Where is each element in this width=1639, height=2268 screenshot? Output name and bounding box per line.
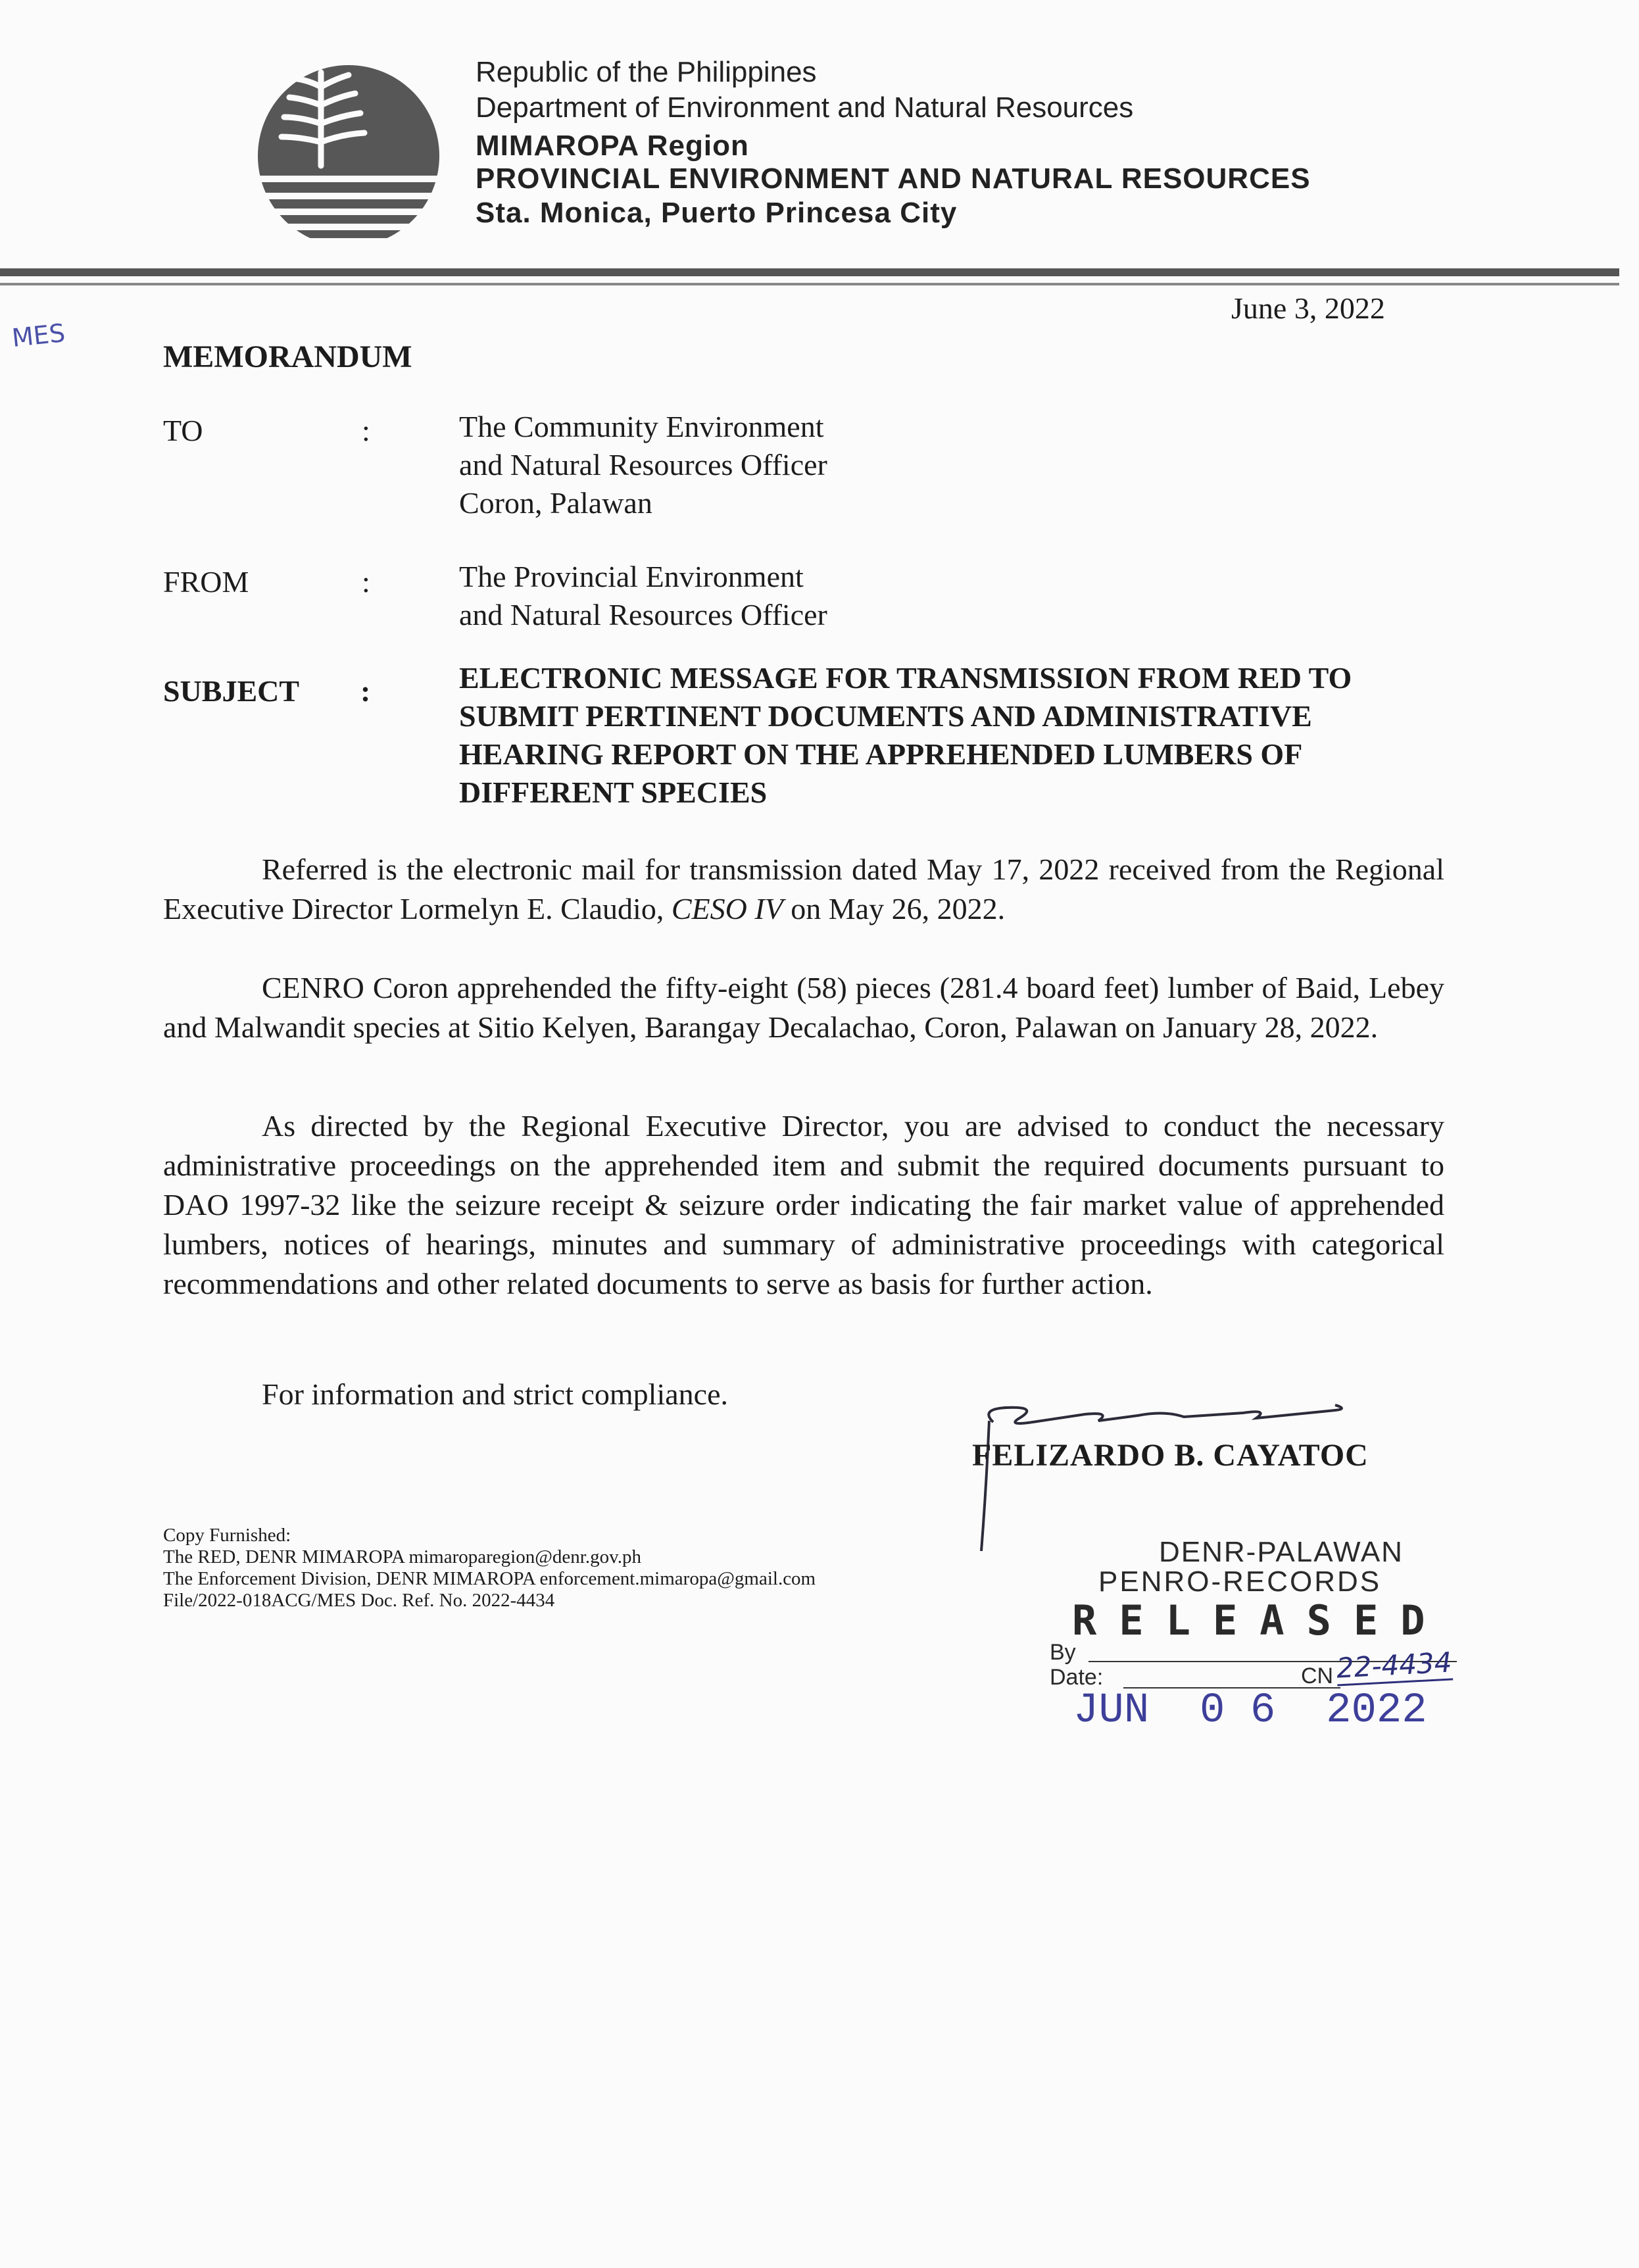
subject-text — [459, 659, 1352, 812]
to-line-2: and Natural Resources Officer — [459, 448, 827, 481]
letterhead-region: MIMAROPA Region — [476, 130, 749, 162]
stamp-date-value: JUN 0 6 2022 — [1073, 1687, 1427, 1735]
paragraph-apprehension: CENRO Coron apprehended the fifty-eight (58) pieces (281.4 board feet) lumber of Baid, Lebey and Malwandit species at Sitio Kelyen, Barangay Decalachao, Coron, Palawan on January 28, 2022. — [163, 971, 1444, 1044]
copy-furnished-heading: Copy Furnished: — [163, 1525, 291, 1546]
denr-logo — [243, 61, 454, 251]
copy-furnished-line-1: The RED, DENR MIMAROPA mimaroparegion@denr.gov.ph — [163, 1546, 641, 1567]
stamp-by-label: By — [1050, 1640, 1076, 1665]
subject-label: SUBJECT — [163, 674, 300, 708]
stamp-cn-label: CN — [1301, 1664, 1334, 1689]
subject-line-1: ELECTRONIC MESSAGE FOR TRANSMISSION FROM RED TO — [459, 661, 1352, 695]
to-label: TO — [163, 414, 203, 447]
memo-title: MEMORANDUM — [163, 339, 412, 374]
letterhead-address: Sta. Monica, Puerto Princesa City — [476, 197, 958, 229]
p1-title: CESO IV — [671, 892, 783, 925]
to-colon: : — [362, 414, 370, 447]
stamp-records: PENRO-RECORDS — [1098, 1565, 1382, 1598]
p1-text: Referred is the electronic mail for transmission dated May 17, 2022 received from the Regional Executive Director Lormelyn E. Claudio, — [163, 852, 1444, 925]
copy-furnished — [163, 1525, 816, 1612]
denr-tree-sun-logo-icon — [243, 61, 454, 251]
letterhead-rule-thin — [0, 283, 1619, 285]
signatory-name: FELIZARDO B. CAYATOC — [972, 1438, 1369, 1473]
subject-line-2: SUBMIT PERTINENT DOCUMENTS AND ADMINISTRATIVE — [459, 699, 1312, 733]
memo-date: June 3, 2022 — [1231, 291, 1385, 325]
to-recipient — [459, 408, 827, 522]
subject-line-3: HEARING REPORT ON THE APPREHENDED LUMBERS OF — [459, 737, 1303, 771]
copy-furnished-line-3: File/2022-018ACG/MES Doc. Ref. No. 2022-4434 — [163, 1590, 555, 1611]
paragraph-directive: As directed by the Regional Executive Director, you are advised to conduct the necessary administrative proceedings on the apprehended item and submit the required documents pursuant to DAO 1997-32 like the seizure receipt & seizure order indicating the fair market value of apprehended lumbers, notices of hearings, minutes and summary of administrative proceedings with categorical recommendations and other related documents to serve as basis for further action. — [163, 1109, 1444, 1300]
letterhead-office: PROVINCIAL ENVIRONMENT AND NATURAL RESOURCES — [476, 162, 1311, 195]
letterhead-department: Department of Environment and Natural Resources — [476, 91, 1134, 124]
stamp-released: RELEASED — [1072, 1596, 1448, 1644]
from-line-1: The Provincial Environment — [459, 560, 804, 593]
to-line-1: The Community Environment — [459, 410, 824, 443]
stamp-office: DENR-PALAWAN — [1159, 1536, 1404, 1568]
p1-end: on May 26, 2022. — [783, 892, 1006, 925]
letterhead-republic: Republic of the Philippines — [476, 56, 817, 88]
from-sender — [459, 558, 827, 634]
subject-line-4: DIFFERENT SPECIES — [459, 776, 768, 809]
from-line-2: and Natural Resources Officer — [459, 598, 827, 631]
records-released-stamp — [1039, 1536, 1473, 1760]
paragraph-referral — [163, 850, 1444, 929]
from-label: FROM — [163, 565, 249, 599]
stamp-date-label: Date: — [1050, 1665, 1104, 1690]
from-colon: : — [362, 565, 370, 599]
subject-colon: : — [360, 674, 371, 708]
stamp-cn-value: 22-4434 — [1336, 1646, 1453, 1686]
paragraph-closing: For information and strict compliance. — [262, 1377, 728, 1411]
margin-initials: MES — [10, 318, 66, 353]
letterhead-rule-thick — [0, 268, 1619, 276]
copy-furnished-line-2: The Enforcement Division, DENR MIMAROPA enforcement.mimaropa@gmail.com — [163, 1568, 816, 1589]
to-line-3: Coron, Palawan — [459, 486, 652, 520]
